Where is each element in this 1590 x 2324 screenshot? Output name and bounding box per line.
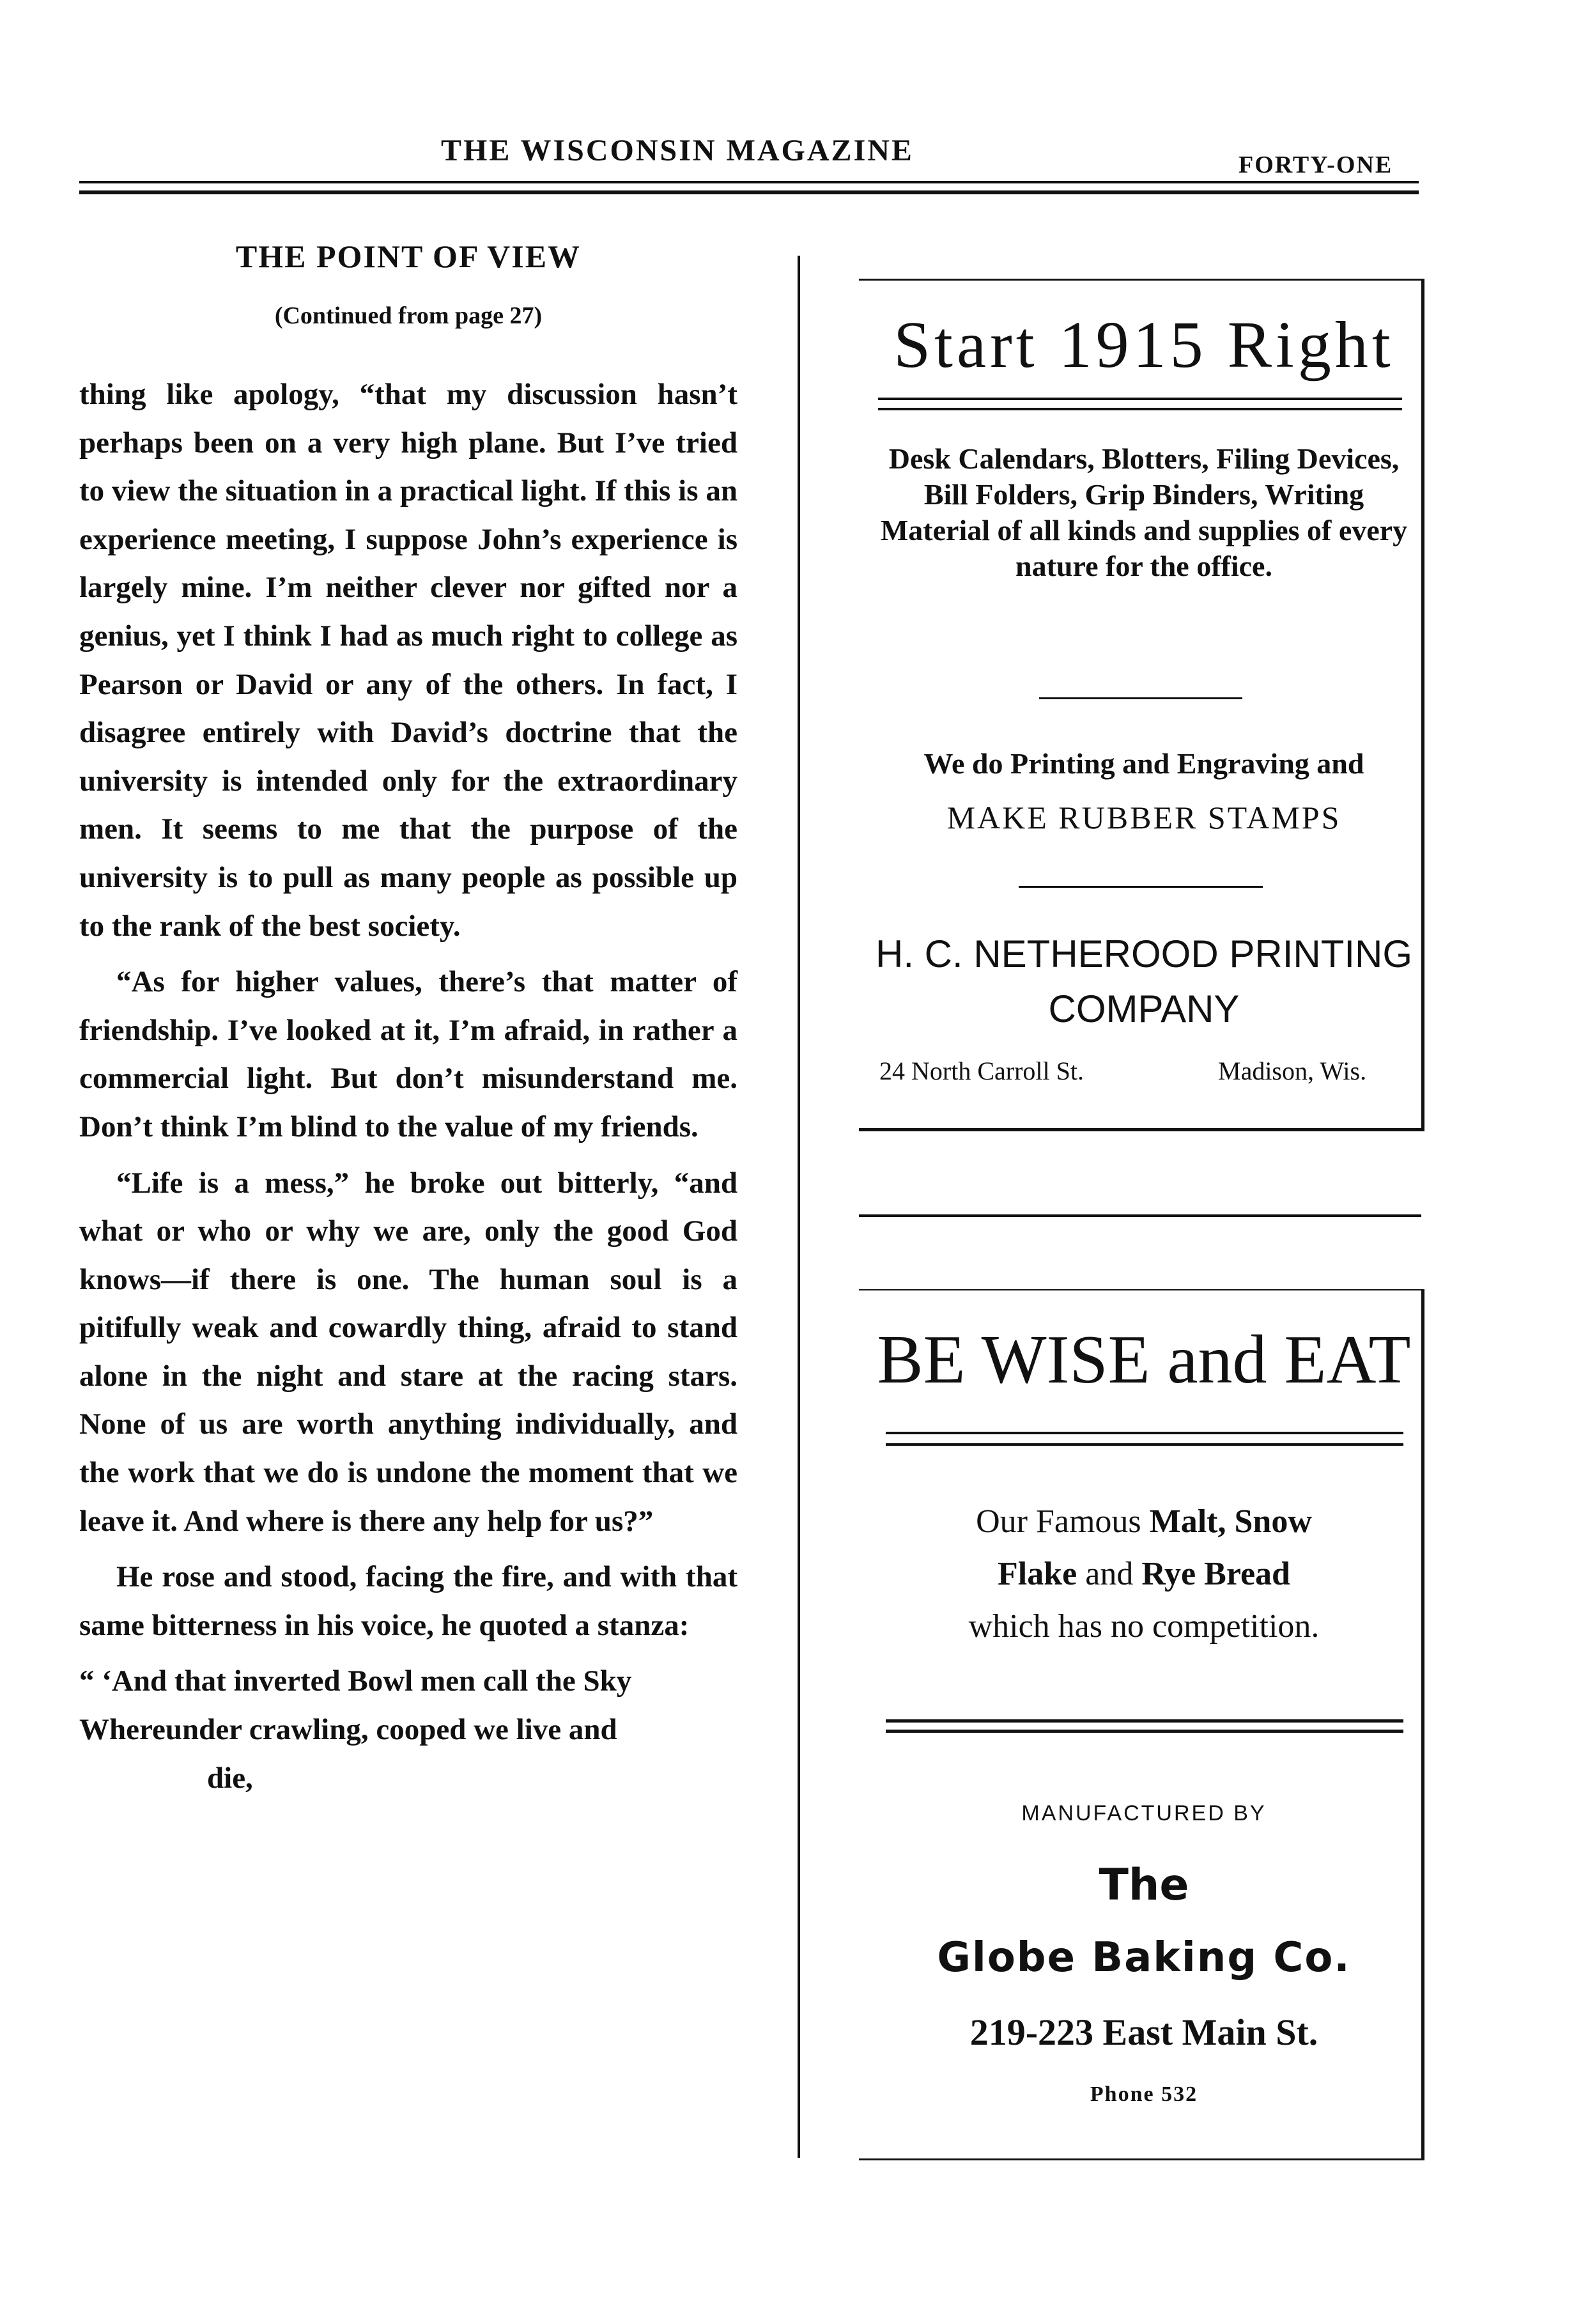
article-heading: THE POINT OF VIEW — [235, 238, 582, 274]
printing-ad-rule-2 — [878, 408, 1402, 410]
article-paragraph-1: thing like apology, “that my discussion hasn’t perhaps been on a very high plane. But I’ve tried to view the situation in a practical light. If this is an experience meeting, I suppose John’s experience is largely mine. I’m neither clever nor gifted nor a genius, yet I think I had as much right to college as Pearson or David or any of the others. In fact, I disagree entirely with David’s doctrine that the university is intended only for the extraordinary men. It seems to me that the purpose of the university is to pull as many people as possible up to the rank of the best society. — [79, 378, 737, 943]
bakery-ad-address: 219-223 East Main St. — [969, 2011, 1318, 2053]
bakery-ad-line-1 — [869, 1496, 1419, 1548]
printing-ad-rule-1 — [878, 398, 1402, 400]
bakery-ad-rule-1 — [886, 1432, 1403, 1434]
printing-ad-stamps: MAKE RUBBER STAMPS — [946, 800, 1341, 835]
page-number: FORTY-ONE — [1239, 151, 1393, 178]
verse-line-3: die, — [207, 1761, 253, 1795]
bakery-ad-line-2b: and — [1085, 1556, 1134, 1592]
header-rule-top — [79, 181, 1419, 183]
verse-line-2: Whereunder crawling, cooped we live and — [79, 1713, 617, 1747]
article-paragraph-4: He rose and stood, facing the fire, and with that same bitterness in his voice, he quoted a stanza: — [79, 1560, 737, 1642]
bakery-ad-line-1a: Our Famous — [976, 1503, 1141, 1540]
article-paragraph-3: “Life is a mess,” he broke out bitterly, “and what or who or why we are, only the good God knows—if there is one. The human soul is a pitifully weak and cowardly thing, afraid to stand alone in the night and stare at the racing stars. None of us are worth anything individually, and the work that we do is undone the moment that we leave it. And where is there any help for us?” — [79, 1166, 737, 1538]
bakery-ad-line-1b: Malt, Snow — [1149, 1503, 1312, 1540]
bakery-ad-line-2a: Flake — [998, 1556, 1077, 1592]
bakery-ad-rule-2 — [886, 1443, 1403, 1446]
bakery-ad-line-2c: Rye Bread — [1141, 1556, 1290, 1592]
bakery-ad-rule-4 — [886, 1730, 1403, 1733]
bakery-ad-manufactured-by: MANUFACTURED BY — [1021, 1801, 1267, 1825]
ad-separator-rule — [859, 1214, 1421, 1217]
printing-ad-divider-1 — [1039, 697, 1242, 699]
printing-ad-address: 24 North Carroll St. — [879, 1057, 1084, 1085]
bakery-ad-headline: BE WISE and EAT — [877, 1322, 1411, 1398]
printing-ad-company: H. C. NETHEROOD PRINTING COMPANY — [875, 933, 1413, 1030]
printing-ad-headline: Start 1915 Right — [893, 308, 1394, 382]
column-divider — [798, 256, 800, 2158]
printing-ad-services: We do Printing and Engraving and — [923, 747, 1364, 780]
verse-line-1: “ ‘And that inverted Bowl men call the Sky — [79, 1664, 632, 1698]
bakery-ad-phone: Phone 532 — [1090, 2082, 1198, 2106]
printing-ad-description: Desk Calendars, Blotters, Filing Devices, Bill Folders, Grip Binders, Writing Material of all kinds and supplies of every nature for the office. — [880, 442, 1408, 582]
bakery-ad-products — [869, 1496, 1419, 1653]
bakery-ad-rule-3 — [886, 1719, 1403, 1723]
header-rule-bottom — [79, 190, 1419, 194]
bakery-ad-the: The — [1099, 1860, 1189, 1910]
bakery-ad-company: Globe Baking Co. — [937, 1934, 1351, 1981]
article-body — [79, 371, 737, 1802]
continued-note: (Continued from page 27) — [274, 302, 543, 329]
article-paragraph-2: “As for higher values, there’s that matter of friendship. I’ve looked at it, I’m afraid, in rather a commercial light. But don’t misunderstand me. Don’t think I’m blind to the value of my friends. — [79, 965, 737, 1143]
printing-ad-divider-2 — [1019, 886, 1263, 888]
magazine-title: THE WISCONSIN MAGAZINE — [441, 134, 914, 167]
bakery-ad-line-3: which has no competition. — [968, 1608, 1320, 1645]
printing-ad-city: Madison, Wis. — [1218, 1057, 1367, 1085]
bakery-ad-line-2 — [869, 1548, 1419, 1600]
